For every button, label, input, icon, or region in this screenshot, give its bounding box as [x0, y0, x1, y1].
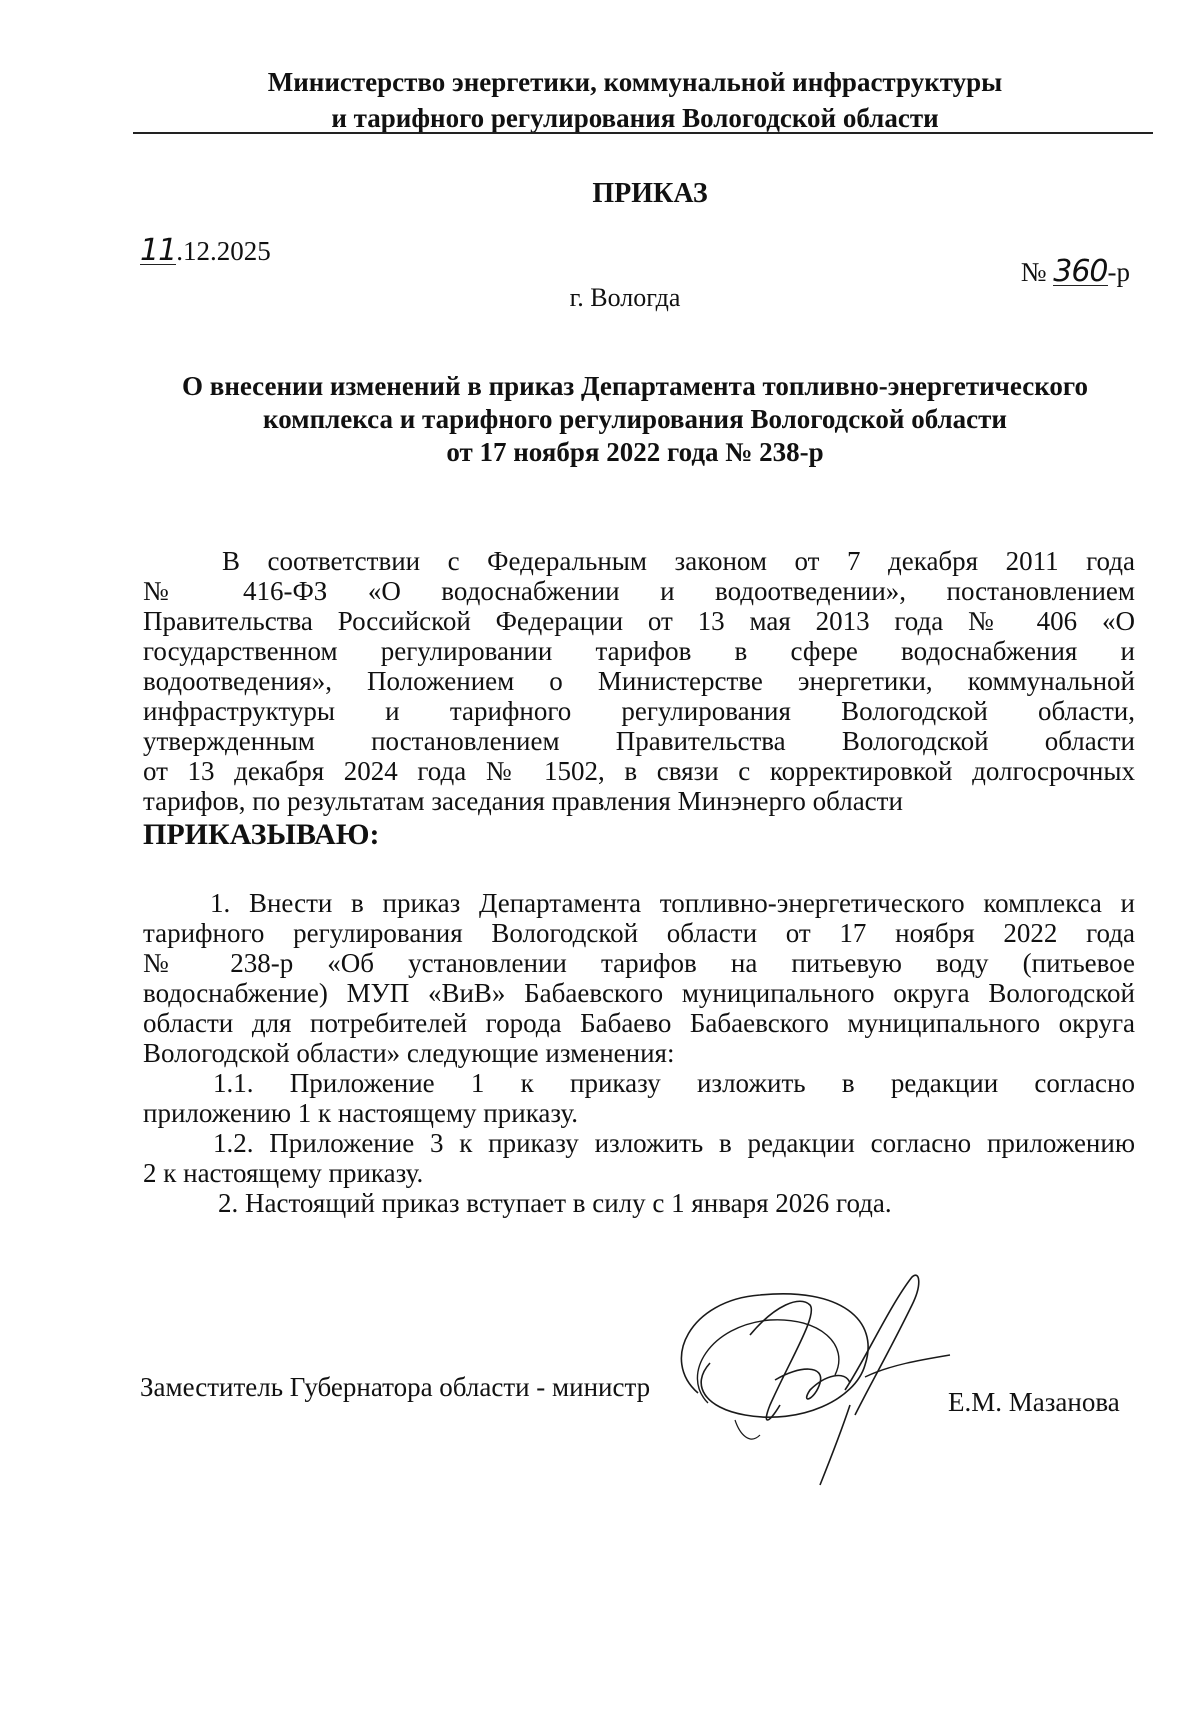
order-date-day: 11 [140, 233, 177, 268]
order-date-rest: .12.2025 [176, 236, 271, 266]
item-1-2-line: 2 к настоящему приказу. [143, 1158, 424, 1188]
item-1-line: водоснабжение) МУП «ВиВ» Бабаевского муниципального округа Вологодской [143, 978, 1135, 1008]
item-1-1-line: 1.1. Приложение 1 к приказу изложить в редакции согласно [213, 1068, 1135, 1098]
ministry-header [135, 64, 1135, 136]
item-1-line: 1. Внести в приказ Департамента топливно-энергетического комплекса и [210, 888, 1135, 918]
item-1-1-line: приложению 1 к настоящему приказу. [143, 1098, 579, 1128]
preamble-line: В соответствии с Федеральным законом от 7 декабря 2011 года [222, 546, 1135, 576]
order-body [143, 546, 1135, 1218]
item-2 [143, 1188, 1135, 1218]
order-city: г. Вологда [569, 283, 681, 312]
subject-line-1: О внесении изменений в приказ Департамента топливно-энергетического [181, 371, 1088, 401]
subject-line-3: от 17 ноября 2022 года № 238-р [446, 437, 824, 467]
preamble-line: № 416-ФЗ «О водоснабжении и водоотведении», постановлением [143, 576, 1135, 606]
ministry-line-1: Министерство энергетики, коммунальной инфраструктуры [267, 67, 1003, 97]
section-gap [143, 852, 1135, 888]
order-number-value: 360 [1053, 254, 1108, 289]
orders-word: ПРИКАЗЫВАЮ: [143, 818, 380, 851]
header-rule [133, 132, 1153, 134]
preamble-line: Правительства Российской Федерации от 13 мая 2013 года № 406 «О [143, 606, 1135, 636]
item-1-2 [143, 1128, 1135, 1188]
signer-name: Е.М. Мазанова [948, 1387, 1120, 1417]
item-1-1 [143, 1068, 1135, 1128]
preamble-line: водоотведения», Положением о Министерстве энергетики, коммунальной [143, 666, 1135, 696]
order-date [140, 233, 271, 268]
item-2-line: 2. Настоящий приказ вступает в силу с 1 января 2026 года. [218, 1188, 892, 1218]
signer-title: Заместитель Губернатора области - министр [140, 1372, 651, 1402]
preamble-line: тарифов, по результатам заседания правления Минэнерго области [143, 786, 903, 816]
item-1-2-line: 1.2. Приложение 3 к приказу изложить в редакции согласно приложению [213, 1128, 1135, 1158]
preamble-line: инфраструктуры и тарифного регулирования Вологодской области, [143, 696, 1135, 726]
order-number-prefix: № [1020, 257, 1047, 287]
item-1-line: Вологодской области» следующие изменения: [143, 1038, 675, 1068]
preamble-line: от 13 декабря 2024 года № 1502, в связи с корректировкой долгосрочных [143, 756, 1135, 786]
order-title: ПРИКАЗ [592, 178, 708, 209]
preamble-line: государственном регулировании тарифов в сфере водоснабжения и [143, 636, 1135, 666]
item-1-line: № 238-р «Об установлении тарифов на питьевую воду (питьевое [143, 948, 1135, 978]
item-1-line: области для потребителей города Бабаево Бабаевского муниципального округа [143, 1008, 1135, 1038]
order-subject [135, 370, 1135, 469]
preamble [143, 546, 1135, 816]
preamble-line: утвержденным постановлением Правительства Вологодской области [143, 726, 1135, 756]
signature-mark [650, 1265, 990, 1490]
order-number-suffix: -р [1107, 257, 1130, 287]
subject-line-2: комплекса и тарифного регулирования Вологодской области [263, 404, 1007, 434]
item-1 [143, 888, 1135, 1068]
item-1-line: тарифного регулирования Вологодской области от 17 ноября 2022 года [143, 918, 1135, 948]
order-number [1020, 254, 1130, 289]
ministry-line-2: и тарифного регулирования Вологодской области [331, 103, 939, 133]
